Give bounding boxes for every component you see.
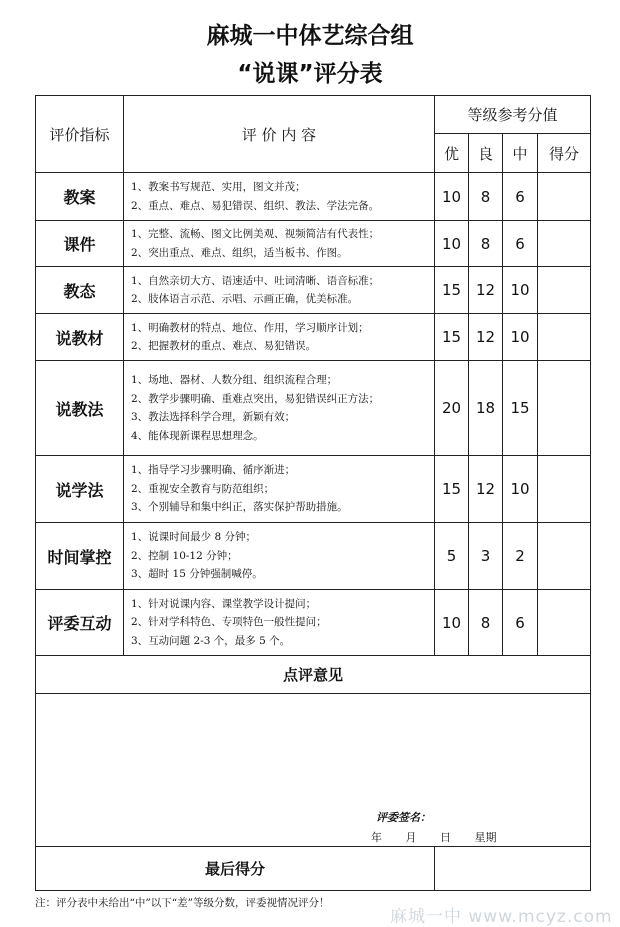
criterion-content [124, 314, 435, 361]
table-row [36, 361, 591, 456]
score-input[interactable] [538, 456, 591, 523]
score-good: 3 [469, 523, 503, 590]
criterion-item: 2、针对学科特色、专项特色一般性提问； [131, 616, 327, 629]
criterion-content [124, 456, 435, 523]
score-excellent: 15 [435, 267, 469, 314]
score-input[interactable] [538, 267, 591, 314]
evaluation-table [35, 95, 591, 891]
criterion-item: 1、针对说课内容、课堂教学设计提问； [131, 597, 317, 610]
score-medium: 6 [503, 590, 538, 656]
table-row [36, 590, 591, 656]
table-row [36, 173, 591, 221]
criterion-item: 3、教法选择科学合理，新颖有效； [131, 411, 296, 423]
date-label: 年 月 日 星期 [371, 831, 497, 844]
criterion-item: 1、说课时间最少 8 分钟； [131, 531, 257, 544]
header-grade-medium: 中 [503, 134, 538, 173]
criterion-item: 2、重点、难点、易犯错误、组织、教法、学法完备。 [131, 199, 380, 212]
score-good: 12 [469, 267, 503, 314]
criterion-content [124, 173, 435, 221]
score-medium: 10 [503, 456, 538, 523]
criterion-item: 2、教学步骤明确、重难点突出，易犯错误纠正方法； [131, 392, 380, 405]
criterion-name: 教态 [36, 267, 124, 314]
page-title: 麻城一中体艺综合组 [206, 23, 414, 49]
criterion-item: 3、互动问题 2-3 个，最多 5 个。 [131, 634, 291, 647]
final-score-input[interactable] [435, 847, 591, 891]
criterion-item: 3、超时 15 分钟强制喊停。 [131, 568, 263, 581]
comments-heading: 点评意见 [36, 656, 591, 694]
header-content: 评 价 内 容 [124, 96, 435, 173]
criterion-item: 2、把握教材的重点、难点、易犯错误。 [131, 340, 317, 352]
header-grade-excellent: 优 [435, 134, 469, 173]
criterion-content [124, 523, 435, 590]
score-good: 8 [469, 221, 503, 267]
table-row [36, 523, 591, 590]
criterion-name: 教案 [36, 173, 124, 221]
criterion-content [124, 590, 435, 656]
score-medium: 10 [503, 267, 538, 314]
header-grade-ref: 等级参考分值 [435, 96, 591, 134]
criterion-name: 说教法 [36, 361, 124, 456]
criterion-name: 说学法 [36, 456, 124, 523]
score-input[interactable] [538, 314, 591, 361]
score-excellent: 15 [435, 314, 469, 361]
score-good: 8 [469, 590, 503, 656]
score-good: 8 [469, 173, 503, 221]
footnote: 注：评分表中未给出“中”以下“差”等级分数，评委视情况评分！ [35, 897, 330, 909]
score-excellent: 20 [435, 361, 469, 456]
criterion-item: 4、能体现新课程思想理念。 [131, 429, 264, 442]
table-row [36, 456, 591, 523]
criterion-content [124, 221, 435, 267]
table-row [36, 221, 591, 267]
score-input[interactable] [538, 590, 591, 656]
final-score-label: 最后得分 [36, 847, 435, 891]
score-input[interactable] [538, 173, 591, 221]
criterion-item: 3、个别辅导和集中纠正，落实保护帮助措施。 [131, 501, 348, 514]
score-excellent: 5 [435, 523, 469, 590]
criterion-item: 1、完整、流畅、图文比例美观、视频简洁有代表性； [131, 228, 380, 240]
table-row [36, 314, 591, 361]
criterion-name: 说教材 [36, 314, 124, 361]
score-medium: 10 [503, 314, 538, 361]
score-input[interactable] [538, 221, 591, 267]
criterion-item: 1、指导学习步骤明确、循序渐进； [131, 464, 296, 477]
score-good: 18 [469, 361, 503, 456]
score-excellent: 10 [435, 590, 469, 656]
criterion-name: 评委互动 [36, 590, 124, 656]
comments-area[interactable] [36, 694, 591, 847]
score-excellent: 15 [435, 456, 469, 523]
score-medium: 2 [503, 523, 538, 590]
score-good: 12 [469, 314, 503, 361]
header-indicator: 评价指标 [36, 96, 124, 173]
score-medium: 6 [503, 173, 538, 221]
criterion-item: 1、教案书写规范、实用，图文并茂； [131, 181, 306, 193]
watermark: 麻城一中 www.mcyz.com [390, 907, 613, 927]
criterion-item: 2、重视安全教育与防范组织； [131, 482, 275, 495]
header-grade-good: 良 [469, 134, 503, 173]
criterion-name: 时间掌控 [36, 523, 124, 590]
score-medium: 15 [503, 361, 538, 456]
criterion-item: 2、控制 10-12 分钟； [131, 549, 238, 562]
header-score: 得分 [538, 134, 591, 173]
score-input[interactable] [538, 523, 591, 590]
criterion-item: 1、自然亲切大方、语速适中、吐词清晰、语音标准； [131, 274, 380, 287]
page-subtitle: “说课”评分表 [237, 61, 383, 87]
criterion-item: 2、突出重点、难点、组织，适当板书、作图。 [131, 246, 348, 259]
criterion-item: 1、明确教材的特点、地位、作用，学习顺序计划； [131, 321, 369, 334]
signature-label: 评委签名： [376, 811, 431, 824]
criterion-content [124, 267, 435, 314]
score-excellent: 10 [435, 221, 469, 267]
table-row [36, 267, 591, 314]
score-excellent: 10 [435, 173, 469, 221]
criterion-item: 2、肢体语言示范、示唱、示画正确，优美标准。 [131, 293, 359, 305]
score-good: 12 [469, 456, 503, 523]
score-input[interactable] [538, 361, 591, 456]
score-medium: 6 [503, 221, 538, 267]
criterion-content [124, 361, 435, 456]
criterion-item: 1、场地、器材、人数分组、组织流程合理； [131, 374, 338, 386]
criterion-name: 课件 [36, 221, 124, 267]
